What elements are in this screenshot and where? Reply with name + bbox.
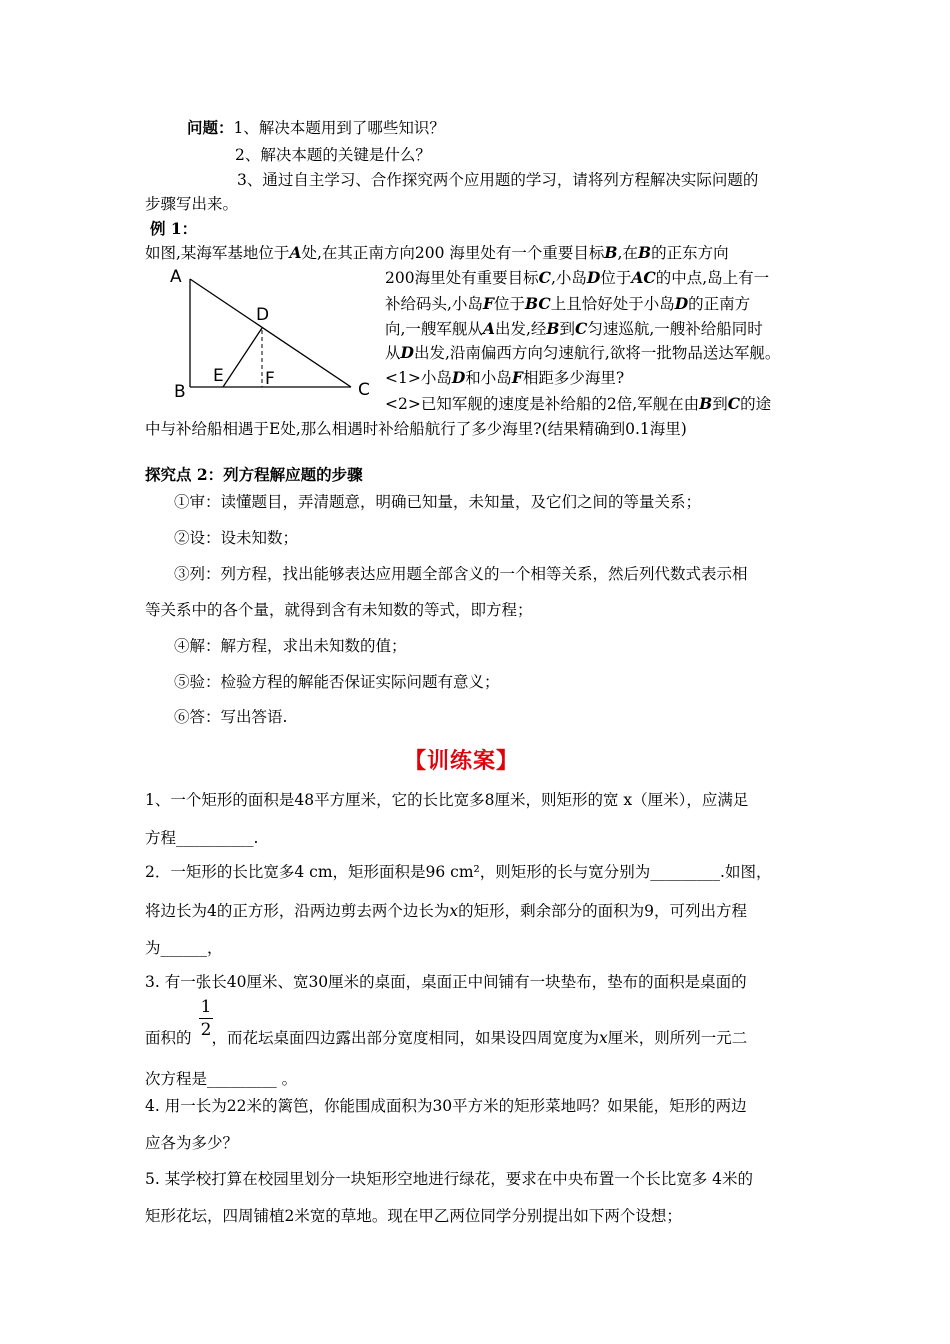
example-1-line-3: 补给码头,小岛F位于BC上且恰好处于小岛D的正南方 [385,294,751,313]
explore-2-title: 探究点 2：列方程解应题的步骤 [145,465,363,484]
problem-1-line-1: 1、一个矩形的面积是48平方厘米，它的长比宽多8厘米，则矩形的宽 x（厘米），应满足 [145,791,749,809]
example-1-line-6: <1>小岛D和小岛F相距多少海里? [385,368,625,387]
example-1-line-4: 向,一艘军舰从A出发,经B到C匀速巡航,一艘补给船同时 [385,319,763,338]
problem-4-line-2: 应各为多少？ [145,1134,239,1152]
question-3-line-1: 3、通过自主学习、合作探究两个应用题的学习，请将列方程解决实际问题的 [237,171,759,189]
example-1-line-8: 中与补给船相遇于E处,那么相遇时补给船航行了多少海里?(结果精确到0.1海里) [145,420,687,438]
triangle-figure [168,268,383,398]
problem-5-line-2: 矩形花坛，四周铺植2米宽的草地。现在甲乙两位同学分别提出如下两个设想； [145,1207,682,1225]
example-1-label: 例 1： [150,219,198,238]
problem-3-line-1: 3. 有一张长40厘米、宽30厘米的桌面，桌面正中间铺有一块垫布，垫布的面积是桌面的 [145,973,747,991]
questions-block [187,118,445,138]
step-3-line-2: 等关系中的各个量，就得到含有未知数的等式，即方程； [145,601,533,619]
problem-2-line-3: 为______， [145,939,223,957]
fraction-bar [199,1018,213,1019]
problem-2-line-1: 2．一矩形的长比宽多4 cm，矩形面积是96 cm²，则矩形的长与宽分别为_________.如图， [145,863,772,881]
step-6: ⑥答：写出答语. [174,708,288,726]
example-1-line-1: 如图,某海军基地位于A处,在其正南方向200 海里处有一个重要目标B,在B的正东方向 [145,243,729,262]
label-a: A [170,268,182,287]
problem-5-line-1: 5. 某学校打算在校园里划分一块矩形空地进行绿花，要求在中央布置一个长比宽多 4米的 [145,1170,754,1188]
step-3-line-1: ③列：列方程，找出能够表达应用题全部含义的一个相等关系，然后列代数式表示相 [174,565,748,583]
step-2: ②设：设未知数； [174,529,299,547]
label-b: B [174,382,186,398]
step-5: ⑤验：检验方程的解能否保证实际问题有意义； [174,673,500,691]
questions-label: 问题： [187,118,234,137]
training-heading: 【训练案】 [404,749,520,774]
problem-2-line-2: 将边长为4的正方形，沿两边剪去两个边长为x的矩形，剩余部分的面积为9，可列出方程 [145,902,747,920]
question-1: 1、解决本题用到了哪些知识？ [233,119,445,137]
example-1-line-2: 200海里处有重要目标C,小岛D位于AC的中点,岛上有一 [385,268,770,287]
fraction-numerator: 1 [200,997,212,1017]
question-2: 2、解决本题的关键是什么？ [235,146,431,164]
problem-1-line-2: 方程__________. [145,829,259,847]
example-1-line-5: 从D出发,沿南偏西方向匀速航行,欲将一批物品送达军舰。 [385,343,781,362]
label-c: C [358,380,370,398]
label-d: D [256,305,270,325]
segment-de [223,328,262,387]
problem-3-line-3: 次方程是_________ 。 [145,1070,298,1088]
step-4: ④解：解方程，求出未知数的值； [174,637,407,655]
question-3-line-2: 步骤写出来。 [145,195,239,213]
problem-3-line-2: 面积的 ，而花坛桌面四边露出部分宽度相同，如果设四周宽度为x厘米，则所列一元二 [145,1029,748,1047]
step-1: ①审：读懂题目，弄清题意，明确已知量，未知量，及它们之间的等量关系； [174,493,702,511]
fraction-denominator: 2 [200,1020,212,1040]
label-e: E [213,366,224,386]
example-1-line-7: <2>已知军舰的速度是补给船的2倍,军舰在由B到C的途 [385,394,772,413]
problem-4-line-1: 4. 用一长为22米的篱笆，你能围成面积为30平方米的矩形菜地吗？如果能，矩形的两边 [145,1097,747,1115]
label-f: F [265,369,275,389]
